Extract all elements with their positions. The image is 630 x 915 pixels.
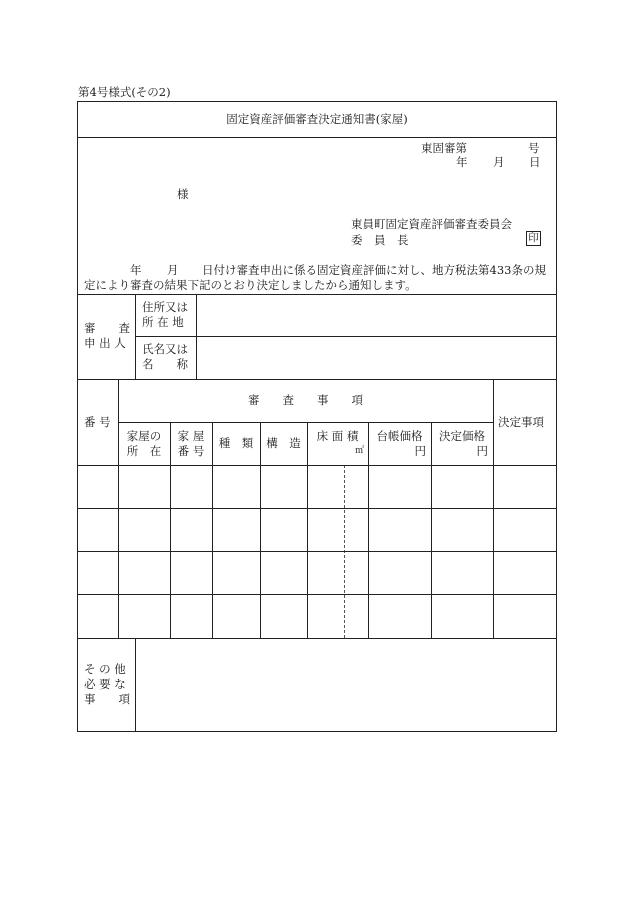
table-row[interactable] (77, 465, 557, 508)
notice-number-prefix: 東固審第 (421, 141, 467, 155)
col-location-line1: 家屋の (126, 429, 162, 443)
body-month: 月 (167, 263, 179, 277)
table-row[interactable] (77, 508, 557, 551)
col-ledger-price-unit: 円 (414, 444, 426, 458)
other-label-line1: そ の 他 (84, 662, 126, 676)
addressee-suffix: 様 (177, 187, 189, 201)
other-label-line2: 必 要 な (84, 677, 126, 691)
number-header: 番 号 (84, 415, 111, 429)
date-year-label: 年 (456, 155, 468, 169)
col-house-number-line1: 家 屋 (177, 429, 205, 443)
issuer-title: 委 員 長 (351, 233, 409, 247)
col-decided-price: 決定価格 (439, 429, 485, 443)
name-label-line2: 名 称 (142, 357, 188, 371)
other-label-line3: 事 項 (84, 692, 130, 706)
table-row[interactable] (77, 551, 557, 594)
body-text-line2: 定により審査の結果下記のとおり決定しましたから通知します。 (84, 278, 417, 292)
date-month-label: 月 (493, 155, 505, 169)
document-title: 固定資産評価審査決定通知書(家屋) (226, 112, 408, 126)
col-ledger-price: 台帳価格 (376, 429, 423, 443)
col-structure: 構 造 (266, 436, 301, 450)
decision-header: 決定事項 (498, 415, 544, 429)
review-items-header: 審 査 事 項 (248, 393, 363, 407)
form-number-label: 第4号様式(その2) (78, 85, 171, 99)
notice-number-suffix: 号 (528, 141, 540, 155)
address-label-line2: 所 在 地 (142, 315, 184, 329)
applicant-label-line1: 審 査 (84, 321, 130, 335)
col-decided-price-unit: 円 (476, 444, 488, 458)
seal-box: 印 (526, 231, 541, 246)
applicant-label-line2: 申 出 人 (84, 336, 126, 350)
body-divider (77, 294, 557, 295)
col-house-number-line2: 番 号 (177, 444, 205, 458)
title-divider (77, 137, 557, 138)
body-year: 年 (130, 263, 142, 277)
table-row[interactable] (77, 594, 557, 638)
col-floor-area: 床 面 積 (316, 429, 359, 443)
col-floor-area-unit: ㎡ (354, 446, 364, 456)
address-label-line1: 住所又は (142, 300, 188, 314)
col-location-line2: 所 在 (126, 444, 162, 458)
date-day-label: 日 (529, 155, 541, 169)
issuer-organization: 東員町固定資産評価審査委員会 (351, 217, 512, 231)
name-label-line1: 氏名又は (142, 342, 188, 356)
col-type: 種 類 (218, 436, 254, 450)
body-text-line1: 日付け審査申出に係る固定資産評価に対し、地方税法第433条の規 (202, 263, 546, 277)
